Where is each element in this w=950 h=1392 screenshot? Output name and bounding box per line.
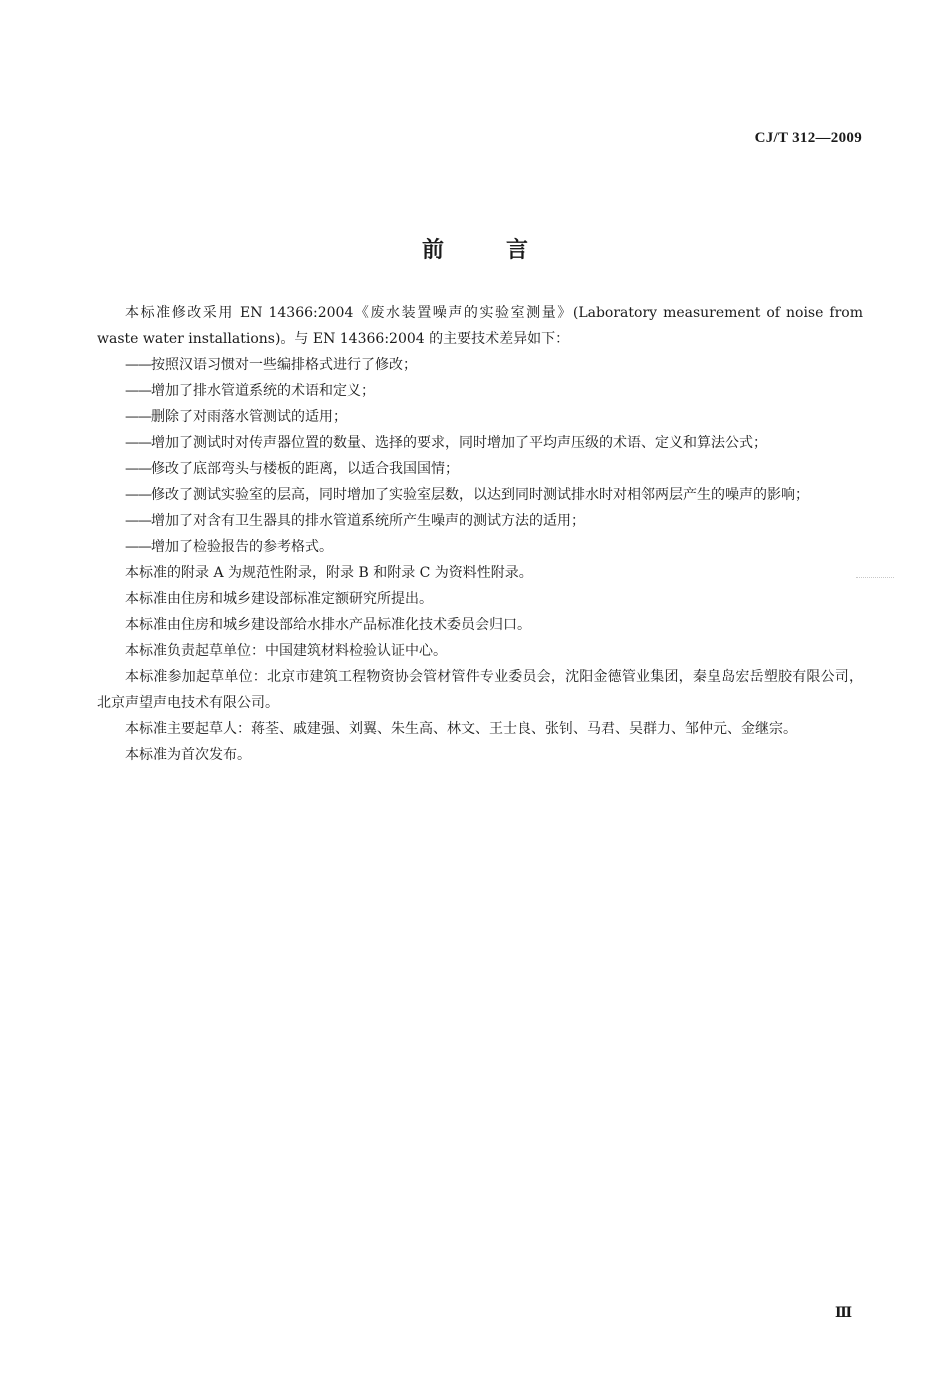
list-item: ——增加了检验报告的参考格式。 [125,539,333,555]
intro-paragraph: 本标准修改采用 EN 14366:2004《废水装置噪声的实验室测量》(Laboratory measurement of noise from waste water installations)。与 EN 14366:2004 的主要技术差异如下： [97,305,863,347]
page-number: Ⅲ [834,1306,852,1321]
annex-paragraph: 本标准的附录 A 为规范性附录，附录 B 和附录 C 为资料性附录。 [125,565,533,581]
differences-list [97,352,863,560]
scan-artifact [856,577,894,580]
drafters-paragraph: 本标准主要起草人：蒋荃、戚建强、刘翼、朱生高、林文、王士良、张钊、马君、吴群力、邹仲元、金继宗。 [125,721,797,737]
proposer-paragraph: 本标准由住房和城乡建设部标准定额研究所提出。 [125,591,433,607]
participating-units-paragraph: 本标准参加起草单位：北京市建筑工程物资协会管材管件专业委员会，沈阳金德管业集团，秦皇岛宏岳塑胶有限公司，北京声望声电技术有限公司。 [97,669,863,711]
first-release-paragraph: 本标准为首次发布。 [125,747,251,763]
list-item: ——修改了底部弯头与楼板的距离，以适合我国国情； [125,461,459,477]
list-item: ——修改了测试实验室的层高，同时增加了实验室层数，以达到同时测试排水时对相邻两层产生的噪声的影响； [125,487,809,503]
foreword-body [97,300,863,768]
page-title: 前言 [421,237,590,263]
lead-drafter-paragraph: 本标准负责起草单位：中国建筑材料检验认证中心。 [125,643,447,659]
list-item: ——增加了对含有卫生器具的排水管道系统所产生噪声的测试方法的适用； [125,513,585,529]
list-item: ——增加了排水管道系统的术语和定义； [125,383,375,399]
list-item: ——删除了对雨落水管测试的适用； [125,409,347,425]
list-item: ——增加了测试时对传声器位置的数量、选择的要求，同时增加了平均声压级的术语、定义和算法公式； [125,435,767,451]
standard-code: CJ/T 312—2009 [754,130,862,146]
list-item: ——按照汉语习惯对一些编排格式进行了修改； [125,357,417,373]
committee-paragraph: 本标准由住房和城乡建设部给水排水产品标准化技术委员会归口。 [125,617,531,633]
